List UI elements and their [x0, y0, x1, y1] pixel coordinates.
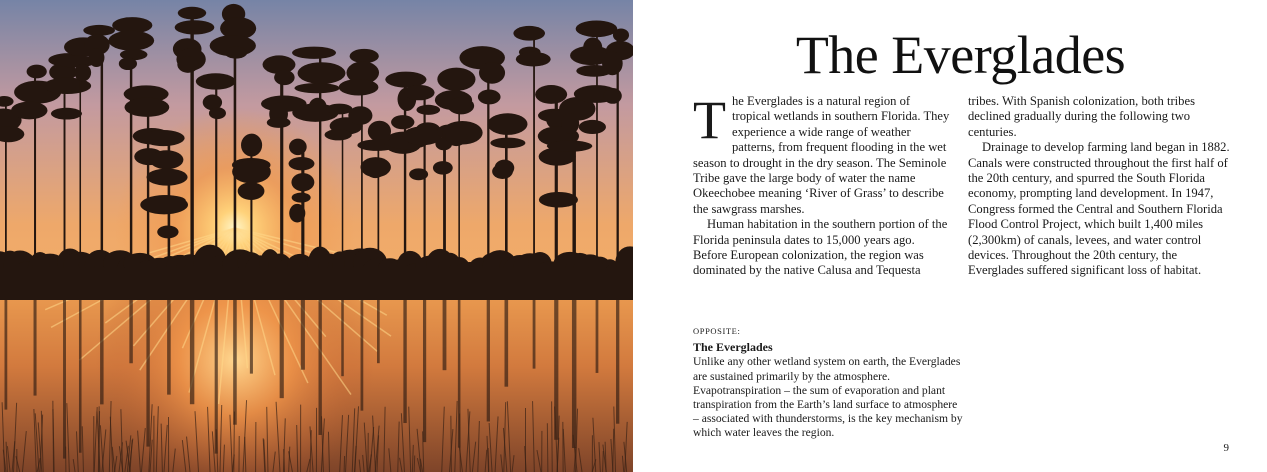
trunk-reflection: [361, 300, 364, 411]
pine-canopy: [298, 62, 346, 84]
pine-canopy: [125, 98, 170, 117]
trunk-reflection: [423, 300, 426, 442]
pine-canopy: [196, 73, 236, 89]
pine-canopy: [83, 25, 115, 36]
trunk-reflection: [403, 300, 406, 423]
pine-canopy: [479, 62, 505, 84]
trunk-reflection: [129, 300, 132, 363]
pine-canopy: [561, 113, 579, 134]
pine-canopy: [238, 182, 265, 200]
pine-canopy: [433, 161, 453, 175]
trunk-reflection: [301, 300, 305, 370]
trunk-reflection: [443, 300, 447, 370]
photo-caption: [693, 324, 963, 441]
pine-canopy: [391, 115, 414, 129]
pine-canopy: [613, 29, 629, 42]
pine-canopy: [409, 168, 428, 180]
trunk-reflection: [319, 300, 322, 435]
pine-canopy: [576, 20, 618, 37]
pine-canopy: [404, 85, 434, 100]
trunk-reflection: [572, 300, 576, 448]
photo-illustration: [0, 0, 633, 472]
page-number: 9: [1223, 442, 1229, 454]
pine-canopy: [487, 113, 527, 135]
pine-canopy: [289, 204, 305, 223]
everglades-sunset-photo: [0, 0, 633, 472]
pine-canopy: [232, 160, 271, 183]
caption-label: OPPOSITE:: [693, 326, 741, 336]
pine-canopy: [150, 150, 184, 169]
pine-canopy: [51, 108, 82, 120]
trunk-reflection: [233, 300, 237, 425]
pine-canopy: [325, 129, 352, 140]
pine-canopy: [11, 102, 47, 120]
pine-canopy: [579, 120, 606, 134]
pine-canopy: [27, 65, 47, 79]
pine-canopy: [274, 70, 295, 85]
pine-canopy: [209, 107, 226, 119]
pine-canopy: [267, 117, 291, 128]
paragraph-habitation: Human habitation in the southern portion of the Florida peninsula dates to 15,000 years ago. Before European colonization, the region was dominated by the native Calusa and Tequesta: [693, 217, 948, 278]
pine-canopy: [289, 139, 307, 155]
trunk-reflection: [377, 300, 380, 363]
caption-body: Unlike any other wetland system on earth, the Everglades are sustained primarily by the atmosphere. Evapotranspiration – the sum of evaporation and plant transpiration from the Earth’s land surface to atmosphere – associated with thunderstorms, is the key mechanism by which water leaves the region.: [693, 355, 963, 440]
grass-blade: [99, 411, 100, 472]
grass-blade: [547, 423, 548, 472]
pine-canopy: [535, 85, 567, 104]
trunk-reflection: [167, 300, 171, 395]
pine-canopy: [225, 47, 248, 59]
pine-canopy: [339, 79, 379, 96]
trunk-reflection: [341, 300, 344, 376]
body-column-right: [968, 94, 1230, 279]
text-page: [633, 0, 1267, 472]
trunk-reflection: [596, 300, 599, 373]
trunk-reflection: [79, 300, 82, 453]
grass-blade: [234, 411, 235, 472]
pine-canopy: [416, 105, 440, 115]
body-column-left: [693, 90, 951, 279]
drop-cap: T: [693, 90, 726, 150]
trunk-reflection: [63, 300, 66, 459]
pine-canopy: [350, 49, 379, 63]
pine-canopy: [513, 26, 545, 41]
trunk-reflection: [280, 300, 284, 398]
pine-canopy: [539, 192, 578, 208]
grass-blade: [451, 416, 452, 472]
pine-canopy: [108, 31, 154, 51]
trunk-reflection: [487, 300, 490, 421]
trunk-reflection: [250, 300, 253, 374]
pine-canopy: [360, 157, 390, 177]
paragraph-drainage: Drainage to develop farming land began in 1882. Canals were constructed throughout the first half of the 20th century, and spurred the South Florida economy, prompting land development. In 1947, Congress formed the Central and Southern Florida Flood Control Project, which built 1,400 miles (2,300km) of canals, levees, and water control devices. Throughout the 20th century, the Everglades suffered significant loss of habitat.: [968, 140, 1230, 278]
pine-canopy: [119, 57, 137, 70]
paragraph-intro: [693, 90, 951, 217]
pine-canopy: [448, 97, 474, 114]
pine-canopy: [175, 20, 215, 34]
pine-canopy: [88, 48, 104, 67]
pine-canopy: [602, 52, 623, 76]
pine-canopy: [147, 169, 188, 186]
grass-blade: [603, 451, 604, 472]
grass-blade: [414, 456, 415, 472]
pine-canopy: [292, 193, 311, 203]
pine-trunk: [533, 33, 535, 290]
pine-canopy: [241, 134, 262, 157]
pine-canopy: [348, 106, 372, 125]
pine-canopy: [142, 130, 185, 146]
pine-canopy: [478, 90, 501, 105]
pine-canopy: [437, 68, 475, 91]
trunk-reflection: [533, 300, 536, 369]
trunk-reflection: [190, 300, 194, 404]
pine-canopy: [492, 164, 513, 179]
pine-canopy: [516, 52, 551, 67]
pine-canopy: [490, 138, 525, 149]
pine-canopy: [604, 88, 622, 104]
paragraph-intro-text: he Everglades is a natural region of tropical wetlands in southern Florida. They experience a wide range of weather patterns, from frequent flooding in the wet season to drought in the dry season. The Seminole Tribe gave the large body of water the name Okeechobee meaning ‘River of Grass’ to describe the sawgrass marshes.: [693, 94, 950, 216]
trunk-reflection: [100, 300, 103, 404]
paragraph-colonization: tribes. With Spanish colonization, both tribes declined gradually during the following two centuries.: [968, 94, 1195, 139]
pine-canopy: [446, 127, 468, 146]
trunk-reflection: [616, 300, 619, 424]
trunk-reflection: [146, 300, 149, 447]
pine-canopy: [74, 64, 91, 82]
pine-canopy: [140, 195, 188, 214]
caption-heading: The Everglades: [693, 340, 773, 355]
pine-canopy: [292, 47, 336, 59]
grass-blade: [552, 401, 553, 472]
page-title: The Everglades: [795, 25, 1126, 85]
trunk-reflection: [505, 300, 509, 387]
pine-canopy: [547, 140, 592, 151]
pine-canopy: [294, 83, 339, 93]
pine-canopy: [326, 104, 352, 115]
grass-blade: [460, 414, 461, 472]
trunk-reflection: [34, 300, 37, 396]
pine-canopy: [289, 157, 315, 170]
pine-canopy: [177, 56, 198, 73]
trunk-reflection: [5, 300, 8, 410]
pine-canopy: [291, 173, 314, 191]
pine-canopy: [157, 226, 178, 239]
pine-canopy: [178, 7, 206, 20]
